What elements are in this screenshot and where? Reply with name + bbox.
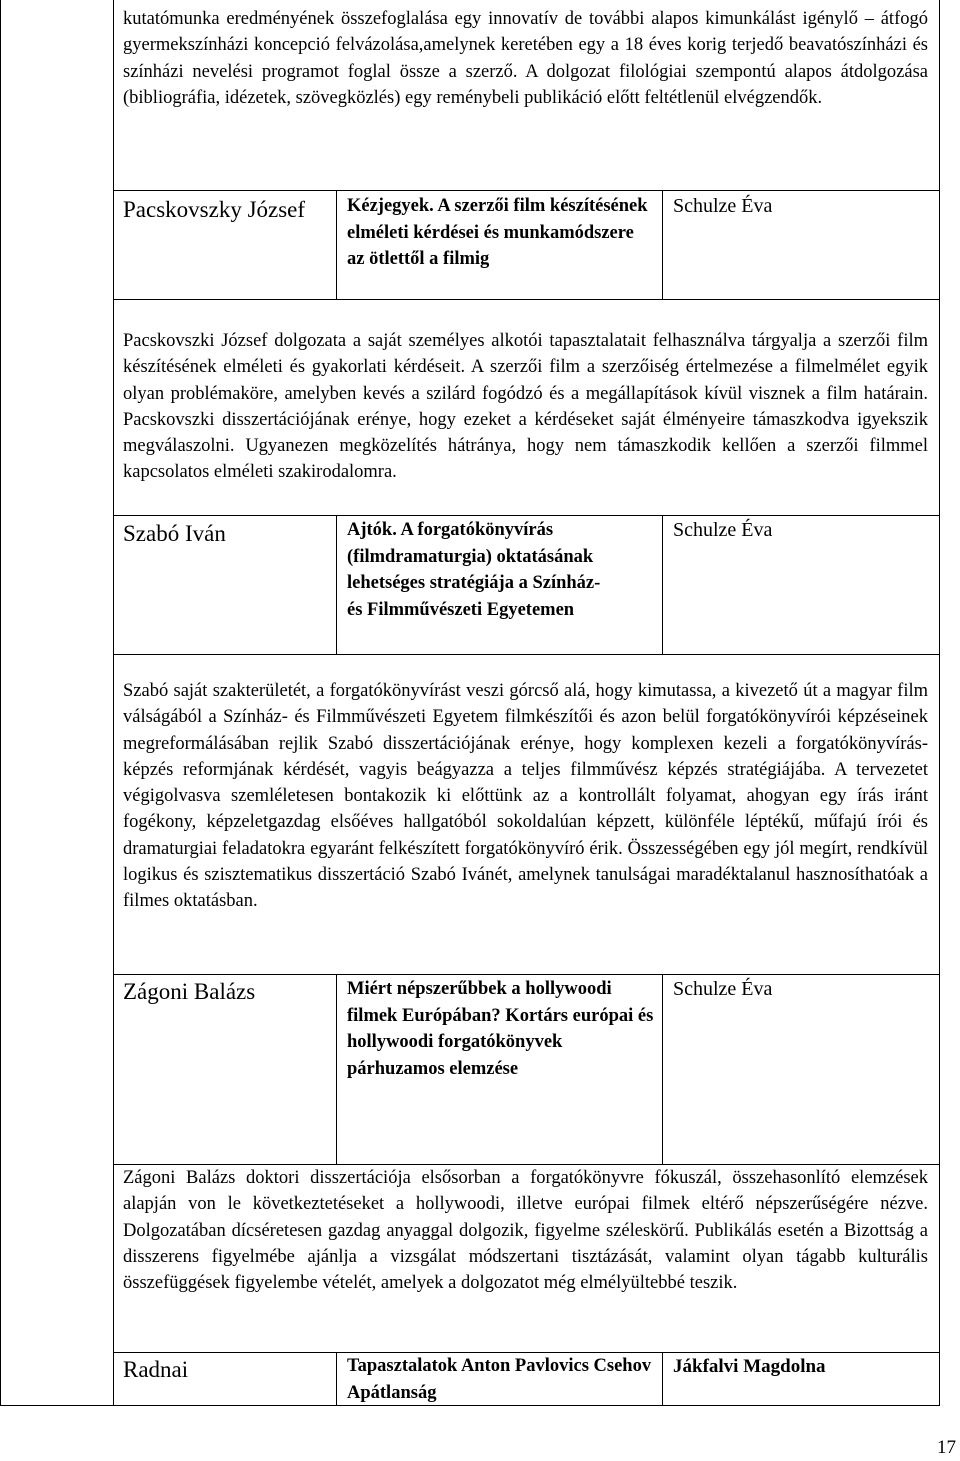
dissertation-title: Tapasztalatok Anton Pavlovics Csehov Apátlanság (347, 1356, 652, 1403)
candidate-name: Radnai (123, 1357, 189, 1382)
row-divider (113, 299, 940, 300)
dissertation-title: Ajtók. A forgatókönyvírás (filmdramaturgia) oktatásának lehetséges stratégiája a Színház- és Filmművészeti Egyetemen (347, 520, 601, 620)
supervisor-name: Schulze Éva (673, 978, 773, 1000)
review-paragraph: Pacskovszki József dolgozata a saját személyes alkotói tapasztalatait felhasználva tárgyalja a szerzői film készítésének elméleti és gyakorlati kérdéseit. A szerzői film a szerzőiség értelmezése a filmelmélet egyik olyan problémaköre, amelyben kevés a szilárd fogódzó és a megállapítások kívül visznek a film határain. Pacskovszki disszertációjának erénye, hogy ezeket a kérdéseket saját élményeire támaszkodva igyekszik megválaszolni. Ugyanezen megközelítés hátránya, hogy nem támaszkodik kellően a szerzői filmmel kapcsolatos elméleti szakirodalomra. (123, 331, 928, 483)
table-divider-left (113, 0, 114, 1406)
supervisor-name: Schulze Éva (673, 519, 773, 541)
col-divider (662, 974, 663, 1164)
dissertation-title: Kézjegyek. A szerzői film készítésének elméleti kérdései és munkamódszere az ötlettől a filmig (347, 196, 648, 269)
candidate-name: Szabó Iván (123, 521, 226, 546)
review-paragraph: Szabó saját szakterületét, a forgatókönyvírást veszi górcső alá, hogy kimutassa, a kivezető út a magyar film válságából a Színház- és Filmművészeti Egyetem filmkészítői és azon belül forgatókönyvírói képzéseinek megreformálásában rejlik Szabó disszertációjának erénye, hogy komplexen kezeli a forgatókönyvírás-képzés reformjának kérdését, vagyis beágyazza a teljes filmművész képzés stratégiájába. A tervezetet végigolvasva szemléletesen bontakozik ki előttünk az a kontrollált folyamat, ahogyan egy írás iránt fogékony, képzeletgazdag elsőéves hallgatóból sokoldalúan képzett, különféle léptékű, műfajú írói és dramaturgiai feladatokra egyaránt felkészített forgatókönyvíró érik. Összességében egy jól megírt, rendkívül logikus és szisztematikus disszertáció Szabó Ivánét, amelynek tanulságai maradéktalanul hasznosíthatóak a filmes oktatásban. (123, 681, 928, 912)
col-divider (336, 190, 337, 299)
dissertation-title: Miért népszerűbbek a hollywoodi filmek Európában? Kortárs európai és hollywoodi forgatókönyvek párhuzamos elemzése (347, 979, 654, 1079)
supervisor-name: Schulze Éva (673, 195, 773, 217)
supervisor-name: Jákfalvi Magdolna (673, 1356, 826, 1377)
col-divider (336, 974, 337, 1164)
candidate-name: Zágoni Balázs (123, 979, 256, 1004)
col-divider (662, 515, 663, 654)
col-divider (662, 1352, 663, 1406)
page-number: 17 (937, 1437, 956, 1458)
col-divider (336, 1352, 337, 1406)
row-divider (113, 654, 940, 655)
table-border-left (0, 0, 1, 1406)
row-divider (113, 190, 940, 191)
table-border-right (939, 0, 940, 1406)
review-paragraph: Zágoni Balázs doktori disszertációja elsősorban a forgatókönyvre fókuszál, összehasonlító elemzések alapján von le következtetéseket a hollywoodi, illetve európai filmek eltérő népszerűségére nézve. Dolgozatában dícséretesen gazdag anyaggal dolgozik, figyelme széleskörű. Publikálás esetén a Bizottság a disszerens figyelmébe ajánlja a vizsgálat módszertani tisztázását, valamint olyan tágabb kulturális összefüggések figyelembe vételét, amelyek a dolgozatot még elmélyültebbé teszik. (123, 1168, 928, 1294)
candidate-name: Pacskovszky József (123, 197, 306, 222)
col-divider (662, 190, 663, 299)
intro-paragraph: kutatómunka eredményének összefoglalása egy innovatív de további alapos kimunkálást igénylő – átfogó gyermekszínházi koncepció felvázolása,amelynek keretében egy a 18 éves korig terjedő beavatószínházi és színházi nevelési programot foglal össze a szerző. A dolgozat filológiai szempontú alapos átdolgozása (bibliográfia, idézetek, szövegközlés) egy reménybeli publikáció előtt feltétlenül elvégzendők. (123, 9, 928, 108)
col-divider (336, 515, 337, 654)
